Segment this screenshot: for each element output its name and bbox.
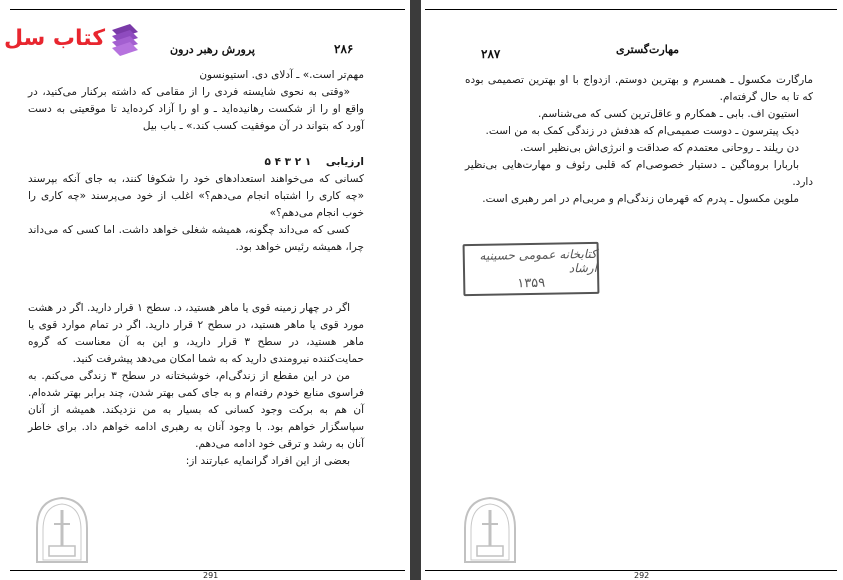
paragraph: کسانی که می‌خواهند استعدادهای خود را شکوفا کنند، به جای آنکه بپرسند «چه کاری را اشتباه انجام می‌دهم؟» اغلب از خود می‌پرسند «چه کاری را خوب انجام می‌دهم؟» xyxy=(28,173,364,219)
book-stack-icon xyxy=(108,22,142,56)
paragraph: اگر در چهار زمینه قوی یا ماهر هستید، د. سطح ۱ قرار دارید. اگر در هشت مورد قوی یا ماهر هستید، در سطح ۲ قرار دارید. اگر در تمام موارد قوی یا ماهر هستید، در سطح ۳ قرار دارید، و این به آن معناست که گروه حمایت‌کننده نیرومندی دارید که به شما امکان می‌دهد پیشرفت کنید. xyxy=(28,302,364,365)
text-block-2 xyxy=(28,171,364,256)
footer-page-number-left: 291 xyxy=(203,571,219,580)
rating-label: ارزیابی xyxy=(325,156,364,168)
running-head: مهارت‌گستری xyxy=(616,43,680,56)
site-logo[interactable] xyxy=(4,22,144,62)
paragraph: «وقتی به نحوی شایسته فردی را از مقامی که داشته برکنار می‌کنید، در واقع او را از شکست رهانیده‌اید ـ و او را آزاد کرده‌اید تا موقعیتی به دست آورد که بتواند در آن موفقیت کسب کند.» ـ باب بیل xyxy=(28,86,364,132)
text-block-right xyxy=(465,72,813,208)
paragraph: دیک پیترسون ـ دوست صمیمی‌ام که هدفش در زندگی کمک به من است. xyxy=(485,125,799,137)
paragraph: مارگارت مکسول ـ همسرم و بهترین دوستم. ازدواج با او بهترین تصمیمی بوده که تا به حال گرفته‌ام. xyxy=(465,74,813,103)
running-head: پرورش رهبر درون xyxy=(170,43,255,56)
stamp-text: کتابخانه عمومی حسینیه ارشاد xyxy=(479,246,598,275)
text-block-1 xyxy=(28,67,364,135)
page-number: ۲۸۶ xyxy=(334,42,354,56)
paragraph: باربارا بروماگین ـ دستیار خصوصی‌ام که قلبی رئوف و مهارت‌هایی بی‌نظیر دارد. xyxy=(465,159,813,188)
rating-numbers: ۱ ۲ ۳ ۴ ۵ xyxy=(264,156,312,168)
paragraph: ملوین مکسول ـ پدرم که قهرمان زندگی‌ام و مربی‌ام در امر رهبری است. xyxy=(482,193,799,205)
footer-page-number-right: 292 xyxy=(634,571,650,580)
library-stamp xyxy=(463,242,600,296)
paragraph: استیون اف. بابی ـ همکارم و عاقل‌ترین کسی که می‌شناسم. xyxy=(538,108,799,120)
library-watermark-icon xyxy=(31,494,93,564)
paragraph: من در این مقطع از زندگی‌ام، خوشبختانه در سطح ۳ زندگی می‌کنم. به فراسوی منابع خودم رفته‌ام و به جای کمی بهتر شدن، چند برابر بهتر شده‌ام. آن هم به برکت وجود کسانی که بسیار به من نزدیکند. همیشه از آنان سپاسگزار خواهم بود. با وجود آنان به رهبری ادامه خواهم داد. برای خاطر آنان به رشد و ترقی خود ادامه می‌دهم. xyxy=(28,370,364,450)
paragraph: کسی که می‌داند چگونه، همیشه شغلی خواهد داشت. اما کسی که می‌داند چرا، همیشه رئیس خواهد بود. xyxy=(28,224,364,253)
rating-row xyxy=(28,154,364,171)
paragraph: بعضی از این افراد گرانمایه عبارتند از: xyxy=(185,455,350,467)
page-number: ۲۸۷ xyxy=(481,47,501,61)
logo-text: کتاب سل xyxy=(4,26,106,51)
paragraph: مهم‌تر است.» ـ آدلای دی. استیونسون xyxy=(199,69,364,81)
top-rule xyxy=(425,9,837,10)
stamp-number: ۱۳۵۹ xyxy=(517,275,546,291)
paragraph: دن ریلند ـ روحانی معتمدم که صداقت و انرژی‌اش بی‌نظیر است. xyxy=(520,142,799,154)
text-block-3 xyxy=(28,300,364,470)
library-watermark-icon xyxy=(459,494,521,564)
right-page xyxy=(421,0,843,567)
bottom-rule-right xyxy=(425,570,837,571)
top-rule xyxy=(10,9,405,10)
page-gutter xyxy=(410,0,421,580)
left-page xyxy=(0,0,410,567)
